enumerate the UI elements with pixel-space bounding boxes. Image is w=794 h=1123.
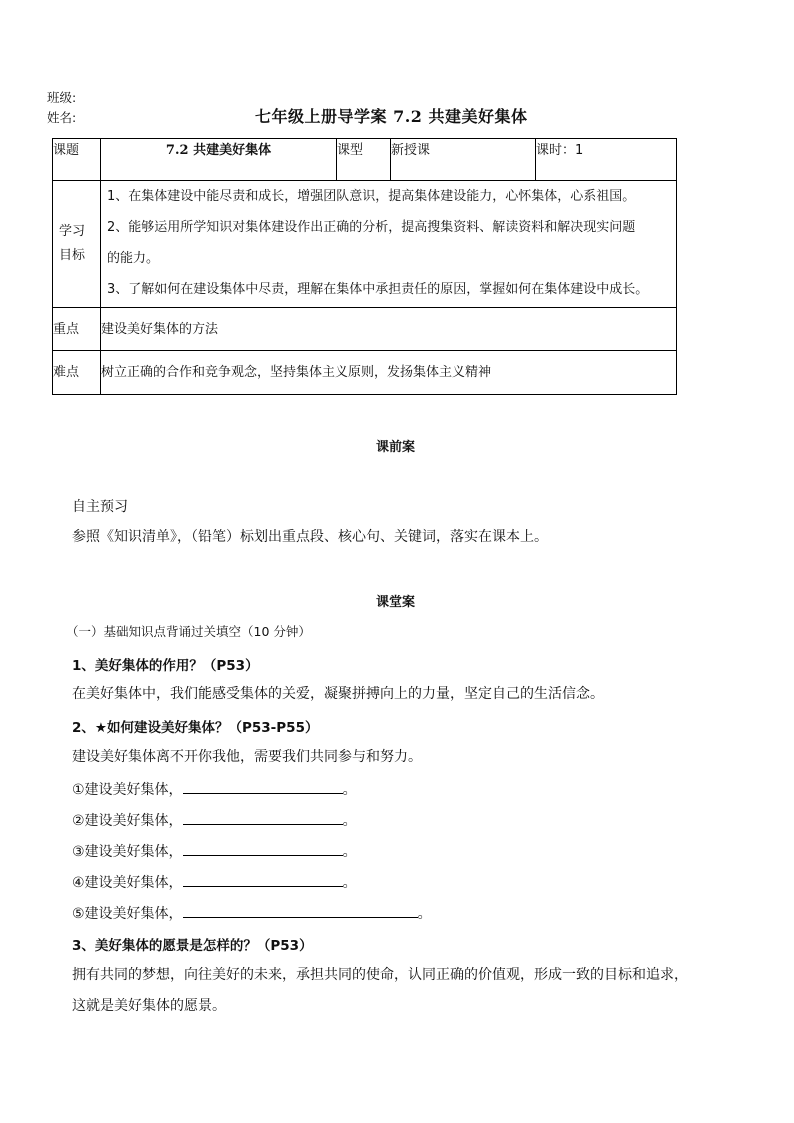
key-point-row — [53, 308, 677, 351]
goal-line: 3、了解如何在建设集体中尽责，理解在集体中承担责任的原因，掌握如何在集体建设中成长。 — [107, 282, 649, 297]
fill-blank[interactable] — [183, 902, 418, 918]
period-value: 课时：1 — [536, 139, 677, 181]
fill-line-3 — [72, 840, 357, 862]
topic-label: 课题 — [53, 139, 101, 181]
fill-line-1 — [72, 778, 357, 800]
type-label: 课型 — [337, 139, 391, 181]
type-value: 新授课 — [391, 139, 536, 181]
goal-line: 1、在集体建设中能尽责和成长，增强团队意识，提高集体建设能力，心怀集体，心系祖国。 — [107, 189, 636, 204]
fill-prompt: ④建设美好集体， — [72, 875, 183, 891]
goal-line: 2、能够运用所学知识对集体建设作出正确的分析，提高搜集资料、解读资料和解决现实问题 — [107, 220, 636, 235]
difficulty-value: 树立正确的合作和竞争观念，坚持集体主义原则，发扬集体主义精神 — [101, 351, 677, 395]
key-point-value: 建设美好集体的方法 — [101, 308, 677, 351]
goals-label-line: 目标 — [59, 248, 86, 263]
answer-3-line-1: 拥有共同的梦想，向往美好的未来，承担共同的使命，认同正确的价值观，形成一致的目标和追求， — [72, 967, 688, 983]
fill-blank[interactable] — [183, 778, 343, 794]
inclass-heading: 课堂案 — [376, 595, 416, 610]
goals-list — [101, 181, 677, 308]
question-1: 1、美好集体的作用？（P53） — [72, 658, 259, 674]
preclass-heading: 课前案 — [376, 440, 416, 455]
fill-line-5 — [72, 902, 432, 924]
goals-label-line: 学习 — [59, 224, 86, 239]
goals-label — [53, 181, 101, 308]
difficulty-row — [53, 351, 677, 395]
answer-1: 在美好集体中，我们能感受集体的关爱，凝聚拼搏向上的力量，坚定自己的生活信念。 — [72, 686, 604, 702]
fill-blank[interactable] — [183, 840, 343, 856]
fill-blank[interactable] — [183, 809, 343, 825]
self-study-instruction: 参照《知识清单》，（铅笔）标划出重点段、核心句、关键词，落实在课本上。 — [72, 529, 548, 545]
class-label: 班级: — [47, 90, 77, 105]
fill-end: 。 — [342, 782, 357, 798]
fill-line-4 — [72, 871, 357, 893]
self-study-label: 自主预习 — [72, 499, 128, 515]
part-one-heading: （一）基础知识点背诵过关填空（10 分钟） — [66, 624, 311, 639]
fill-line-2 — [72, 809, 357, 831]
question-3: 3、美好集体的愿景是怎样的？（P53） — [72, 938, 313, 954]
topic-row — [53, 139, 677, 181]
answer-3-line-2: 这就是美好集体的愿景。 — [72, 998, 226, 1014]
fill-end: 。 — [342, 813, 357, 829]
name-label: 姓名: — [47, 110, 77, 125]
key-point-label: 重点 — [53, 308, 101, 351]
fill-end: 。 — [342, 844, 357, 860]
fill-prompt: ②建设美好集体， — [72, 813, 183, 829]
page-title: 七年级上册导学案 7.2 共建美好集体 — [255, 107, 528, 126]
fill-blank[interactable] — [183, 871, 343, 887]
fill-end: 。 — [342, 875, 357, 891]
lesson-info-table — [52, 138, 677, 395]
answer-2: 建设美好集体离不开你我他，需要我们共同参与和努力。 — [72, 749, 422, 765]
fill-prompt: ③建设美好集体， — [72, 844, 183, 860]
fill-end: 。 — [417, 906, 432, 922]
goal-line: 的能力。 — [107, 251, 160, 266]
difficulty-label: 难点 — [53, 351, 101, 395]
goals-row — [53, 181, 677, 308]
fill-prompt: ⑤建设美好集体， — [72, 906, 183, 922]
question-2: 2、★如何建设美好集体？（P53-P55） — [72, 720, 319, 736]
fill-prompt: ①建设美好集体， — [72, 782, 183, 798]
topic-value: 7.2 共建美好集体 — [101, 139, 337, 181]
